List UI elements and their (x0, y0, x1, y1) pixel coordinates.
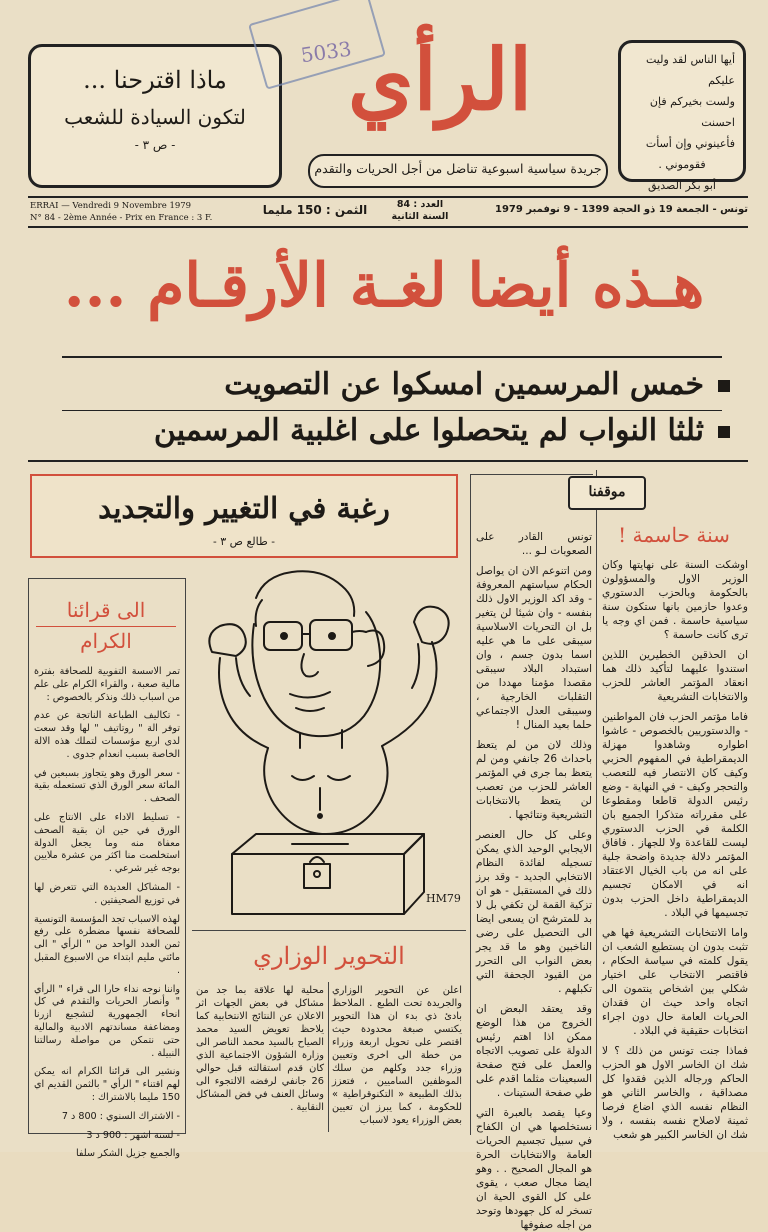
left-paragraph: ونشير الى قرائنا الكرام انه يمكن لهم اقتناء " الرأي " بالثمن القديم اي 150 مليما بالاشتراك : (34, 1066, 180, 1103)
cartoon-signature: HM79 (426, 892, 461, 905)
headline-bullet-1 (70, 362, 730, 408)
dateline-bottom-rule (28, 226, 748, 228)
middle-paragraph: وقد يعتقد البعض ان الخروج من هذا الوضع ممكن اذا اهتم رئيس الدولة على تصويب الاتجاه والعمل على فتح صفحة السبعينات مثلما اقدم على طي صفحة الستينات . (476, 1003, 592, 1099)
quote-line-2: ولست بخيركم فإن احسنت (649, 95, 735, 129)
issue-info (380, 199, 460, 223)
section-label: موقفنا (588, 484, 626, 500)
right-paragraph: فاما مؤتمر الحزب فان المواطنين - والدستوريين بالخصوص - عاشوا اطواره وشاهدوا مهزلة الديمقراطية في المفهوم الحزبي وكيف كان الانتصار فيه للتعصب والتحجر وكيف - في النهاية - وضع رئيس الدولة قاطعا ومقطوعا على مقرراته متذكرا الجميع بان الكلمة في الحزب الدستوري ليست للقاعدة ولا للجهاز . فافاق المؤتمر دلالة جديدة واضحة جلية على انه من باب الخيال الاعتقاد انه في الامكان تجسيم الديمقراطية داخل الحزب بدون تجسيمها في البلاد . (602, 711, 748, 919)
left-paragraph: - المشاكل العديدة التي تتعرض لها في توزيع الصحيفتين . (34, 881, 180, 906)
right-column-title: سنة حاسمة ! (618, 523, 730, 547)
left-column-title-1: الى قرائنا (66, 598, 146, 622)
middle-paragraph: وعلى كل حال العنصر الايجابي الوحيد الذي يمكن تسجيله لفائدة النظام الانتخابي الجديد - وقد برز ذلك في المستقبل - هو ان تزكية القمة لن تكفي بل لا بد للمترشح ان يسعى ايضا الى التحصيل على رضى الناخبين وهو ما قد يجر بعض النواب الى التحرر من القيود الجحفة التي تكبلهم . (476, 829, 592, 995)
renewal-ref: - طالع ص ٣ - (213, 535, 275, 548)
cartoon (192, 562, 464, 924)
left-column-title-2: الكرام (36, 626, 176, 655)
headline-rule-1 (62, 356, 722, 358)
bullet-square-1 (718, 380, 730, 392)
middle-paragraph: ومن اتنوعم الان ان يواصل الحكام سياستهم المعروفة - وقد اكد الوزير الاول ذلك بنفسه - وان شيئا لن يتغير بل ان التحريات الاسلاسية سيبقى على ما هي عليه اسما بدون جسم ، وان استبداد البلاد سيبقى مقصدا مؤمنا مهددا من التقلبات الخارجية ، وسيبقى العدل الاجتماعي حلما بعيد المنال ! (476, 565, 592, 731)
quote-line-1: أيها الناس لقد وليت عليكم (645, 53, 735, 87)
bullet-1-text: خمس المرسمين امسكوا عن التصويت (224, 367, 704, 402)
promo-line-1: ماذا اقترحنا ... (83, 66, 227, 94)
promo-line-3: - ص ٣ - (134, 138, 176, 152)
issue-number: العدد : 84 (396, 199, 444, 210)
renewal-title: رغبة في التغيير والتجديد (98, 491, 390, 525)
left-paragraph: واننا نوجه نداء حارا الى قراء " الرأي " وأنصار الحريات والتقدم في كل انحاء الجمهورية لتشجيع ازرنا ومضاعفة مساندتهم الادبية والمالية حتى نتمكن من مواصلة رسالتنا النبيلة . (34, 983, 180, 1059)
dateline-top-rule (28, 196, 748, 198)
middle-paragraph: وعيا يقصد بالعبرة التي نستخلصها هي ان الكفاح في سبيل تجسيم الحريات العامة والانتخابات الحرة هو المجال الصحيح . . وهو ايضا مجال صعب ، يقوى على كل القوى الحية ان تسخر له كل جهودها وتوحد من اجله صفوفها (476, 1107, 592, 1231)
issue-year: السنة الثانية (391, 211, 449, 222)
quote-box (618, 40, 746, 192)
bullet-square-2 (718, 426, 730, 438)
reshuffle-left-text: محلية لها علاقة بما جد من مشاكل في بعض الجهات اثر الاعلان عن النتائج الانتخابية كما يلاحظ تعويض السيد محمد الصياح بالسيد محمد الناصر الى وزارة الشؤون الاجتماعية الذي كان قدم استقالته قبل حوالي 26 جانفي لرفضه الالتجوء الى وسائل العنف في فض المشاكل النقابية . (196, 985, 324, 1113)
left-paragraph: - تكاليف الطباعة الناتجة عن عدم توفر الة " روتاتيف " لها وقد سعت لدى اربع مؤسسات لتملك هذه الالة الخاصة بسبب انعدام جدوى . (34, 710, 180, 760)
right-paragraph: واما الانتخابات التشريعية فها هي تثبت بدون ان يستطيع الشعب ان يقول كلمته في سياسة الحكام ، فاقتصر الانتخاب على اختيار شكلي بين اشخاص ينتمون الى اتجاه واحد حيث ان فقدان الحريات العامة حال دون اجراء انتخابات حقيقية في البلاد . (602, 927, 748, 1037)
middle-paragraph: تونس القادر على الصعوبات لـو ... (476, 531, 592, 557)
dateline-french-1: ERRAI — Vendredi 9 Novembre 1979 (30, 201, 192, 211)
middle-paragraph: وذلك لان من لم يتعظ باحداث 26 جانفي ومن لم يتعظ بما جرى في المؤتمر العاشر للحزب من تعصب لن يتعظ بالانتخابات التشريعية ونتائجها . (476, 739, 592, 821)
stamp-number: 5033 (299, 36, 353, 68)
middle-column-body (476, 530, 592, 1231)
left-paragraph: - لسنة اشهر : 900 د 3 (86, 1129, 180, 1141)
reshuffle-divider (328, 982, 329, 1132)
price-label: الثمن : 150 مليما (262, 203, 368, 217)
dateline-french-2: N° 84 - 2ème Année - Prix en France : 3 F. (30, 213, 213, 223)
bullet-2-text: ثلثا النواب لم يتحصلوا على اغلبية المرسمين (153, 413, 704, 448)
headline-rule-3 (28, 460, 748, 462)
reshuffle-right-text: اعلن عن التحوير الوزاري والجريدة تحت الطبع . الملاحظ بادئ ذي بدء ان هذا التحوير يكتسي صبغة محدودة حيث اقتصر على تحويل اربعة وزراء من خطة الى اخرى وتعيين وزراء جدد وكلهم من سلك الموظفين الساميين ، فتعزز بذلك الطبيعة « التكنوقراطية » للحكومة ، كما يبرز ان تعيين بعض الوزراء يعود لاسباب (332, 985, 462, 1126)
left-paragraph: لهذه الاسباب تجد المؤسسة التونسية للصحافة نفسها مضطرة على رفع ثمن العدد الواحد من " الرأي " الى مائتي مليم ابتداء من الاسبوع المقبل . (34, 913, 180, 976)
left-paragraph: والجميع جزيل الشكر سلفا (76, 1148, 180, 1160)
quote-line-3: فأعينوني وإن أسأت (645, 137, 735, 150)
left-paragraph: - تسليط الاداء على الانتاج على الورق في حين ان بقية الصحف معفاة منه وما يجعل الدولة استخلصت منا اكثر من عشرة ملايين بوجه غير شرعي . (34, 811, 180, 875)
promo-box (28, 44, 282, 188)
right-paragraph: اوشكت السنة على نهايتها وكان الوزير الاول والمسؤولون بالحكومة وبالحزب الدستوري وعدوا حازمين بانها ستكون سنة سياسية حاسمة . فمن اي وجه يا ترى كانت حاسمة ؟ (602, 559, 748, 641)
left-paragraph: - سعر الورق وهو يتجاوز بسبعين في المائة سعر الورق الذي تستعمله بقية الصحف . (34, 767, 180, 805)
main-headline: هـذه أيضا لغـة الأرقـام ... (63, 251, 705, 321)
arabic-date: تونس - الجمعة 19 ذو الحجة 1399 - 9 نوفمبر 1979 (494, 204, 748, 215)
right-column-body (602, 558, 748, 1140)
cartoon-drawing (192, 562, 464, 924)
reshuffle-title: التحوير الوزاري (253, 942, 405, 970)
right-paragraph: ان الحذقين الخطيرين اللذين استندوا عليهما لتأكيد ذلك هما انعقاد المؤتمر العاشر للحزب والانتخابات التشريعية (602, 649, 748, 703)
left-paragraph: - الاشتراك السنوي : 800 د 7 (61, 1110, 180, 1122)
newspaper-logo: الرأي (347, 30, 533, 129)
quote-author: أبو بكر الصديق (648, 179, 716, 192)
renewal-box (30, 474, 458, 558)
promo-line-2: لتكون السيادة للشعب (64, 105, 246, 129)
quote-line-4: فقوموني . (658, 158, 706, 171)
headline-bullet-2 (70, 408, 730, 454)
tagline-box (308, 154, 608, 188)
left-paragraph: تمر الاسسة التفوبية للصحافة بفترة مالية صعبة ، والقراء الكرام على علم من اسباب ذلك ونذكر بالخصوص : (34, 666, 180, 703)
tagline: جريدة سياسية اسبوعية تناضل من أجل الحريات والتقدم (314, 161, 602, 176)
dateline-french (30, 200, 240, 224)
right-paragraph: فماذا جنت تونس من ذلك ؟ لا شك ان الخاسر الاول هو الحزب الحاكم ورجاله الذين فقدوا كل مصداقية ، والخاسر الثاني هو النظام نفسه الذي اضاع فرصا ثمينة لاصلاح نفسه بنفسه ، ولا شك ان الخاسر الكبير هو شعب (602, 1045, 748, 1141)
left-column-body (34, 666, 180, 1160)
